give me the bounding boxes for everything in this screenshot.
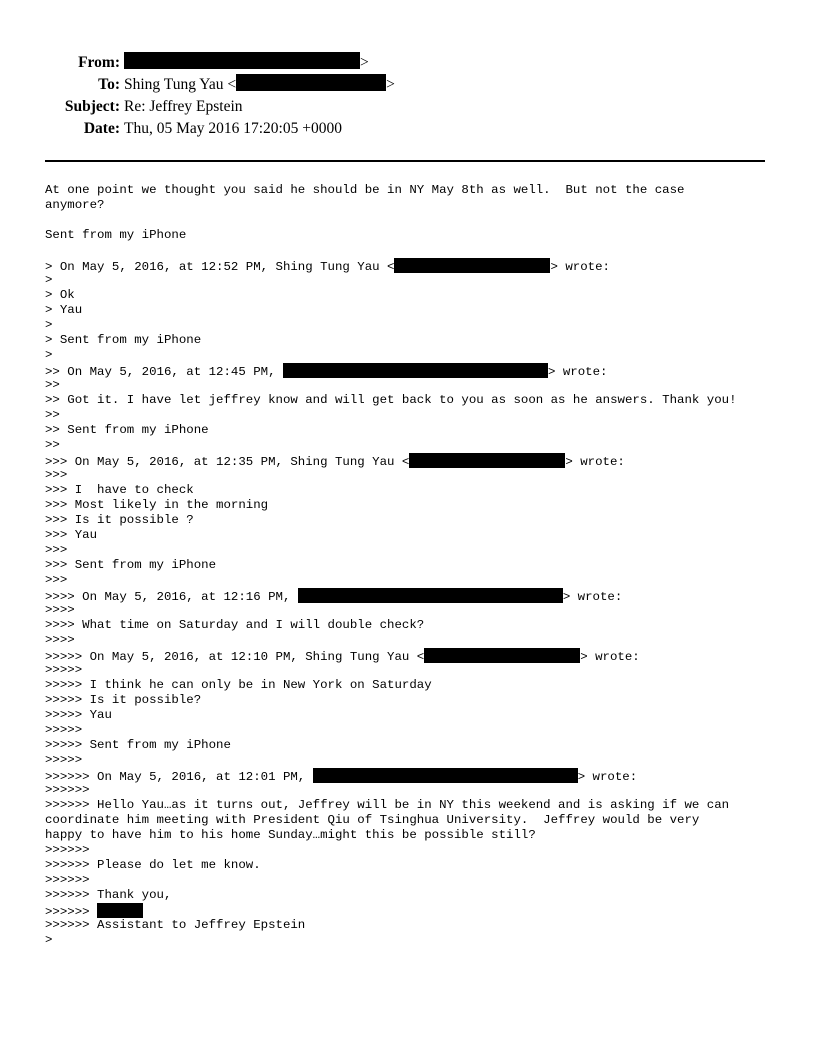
subject-value: Re: Jeffrey Epstein [124,98,243,115]
body-line: >>> Yau [45,528,98,542]
to-row [0,74,816,96]
quote-header-line: >> On May 5, 2016, at 12:45 PM, > wrote: [45,365,608,379]
body-line: Sent from my iPhone [45,228,187,242]
body-line: >>> Is it possible ? [45,513,194,527]
quote-header-line: >>>>> On May 5, 2016, at 12:10 PM, Shing Tung Yau < > wrote: [45,650,640,664]
body-line [45,213,785,228]
body-line: >> Got it. I have let jeffrey know and will get back to you as soon as he answers. Thank you! [45,393,737,407]
from-label: From: [78,54,120,71]
body-line: >>>> [45,633,75,647]
body-line [45,243,785,258]
body-line: >>>> What time on Saturday and I will double check? [45,618,425,632]
body-line: >>>>> I think he can only be in New York on Saturday [45,678,432,692]
body-line: >>>>>> [45,873,90,887]
body-line: >>> [45,543,68,557]
body-line: > Yau [45,303,83,317]
body-line: > [45,273,53,287]
body-line: >>> I have to check [45,483,194,497]
body-line: > [45,318,53,332]
subject-label: Subject: [64,98,120,115]
body-line: >>>>>> [45,843,90,857]
to-value-suffix: > [386,76,395,93]
redaction-box [283,363,548,378]
redaction-box [236,74,386,91]
quote-header-line: >>>> On May 5, 2016, at 12:16 PM, > wrote: [45,590,623,604]
body-line: > Sent from my iPhone [45,333,202,347]
body-line: >>> Most likely in the morning [45,498,269,512]
body-line: >> [45,438,60,452]
email-body [45,183,785,948]
body-line: >> [45,408,60,422]
body-line: >>>>>> Hello Yau…as it turns out, Jeffrey will be in NY this weekend and is asking if we can [45,798,730,812]
to-label: To: [98,76,120,93]
redaction-box [124,52,360,69]
quote-header-line: >>>>>> On May 5, 2016, at 12:01 PM, > wrote: [45,770,638,784]
body-line: At one point we thought you said he should be in NY May 8th as well. But not the case [45,183,685,197]
quote-header-line: >>> On May 5, 2016, at 12:35 PM, Shing Tung Yau < > wrote: [45,455,625,469]
body-line: > [45,933,53,947]
header-divider [45,160,765,162]
from-row [0,52,816,74]
body-line: >> Sent from my iPhone [45,423,209,437]
redaction-box [298,588,563,603]
email-header [0,52,816,140]
body-line: >>>>> Sent from my iPhone [45,738,231,752]
body-line: >>> [45,573,68,587]
from-value [124,52,369,74]
body-line: >>>>>> Thank you, [45,888,172,902]
from-value-suffix: > [360,54,369,71]
signature-line: >>>>>> [45,903,785,918]
body-line: coordinate him meeting with President Qiu of Tsinghua University. Jeffrey would be very [45,813,700,827]
date-label: Date: [83,120,120,137]
body-line: >>>>>> Please do let me know. [45,858,261,872]
date-value: Thu, 05 May 2016 17:20:05 +0000 [124,120,342,137]
body-line: >> [45,378,60,392]
redaction-box [97,903,143,918]
date-row [0,118,816,140]
to-value [124,74,395,96]
subject-row [0,96,816,118]
body-line: >>>>> Yau [45,708,112,722]
body-line: >>>>> Is it possible? [45,693,202,707]
body-line: >>> Sent from my iPhone [45,558,217,572]
redaction-box [394,258,550,273]
body-line: happy to have him to his home Sunday…might this be possible still? [45,828,536,842]
body-line: >>>>> [45,753,83,767]
redaction-box [313,768,578,783]
body-line: anymore? [45,198,105,212]
body-line: >>>> [45,603,75,617]
body-line: >>>>>> Assistant to Jeffrey Epstein [45,918,306,932]
body-line: > [45,348,53,362]
body-line: >>> [45,468,68,482]
to-value-prefix: Shing Tung Yau < [124,76,237,93]
body-line: >>>>> [45,723,83,737]
body-line: > Ok [45,288,75,302]
body-line: >>>>>> [45,783,90,797]
quote-header-line: > On May 5, 2016, at 12:52 PM, Shing Tung Yau < > wrote: [45,260,610,274]
redaction-box [424,648,580,663]
body-line: >>>>> [45,663,83,677]
redaction-box [409,453,565,468]
